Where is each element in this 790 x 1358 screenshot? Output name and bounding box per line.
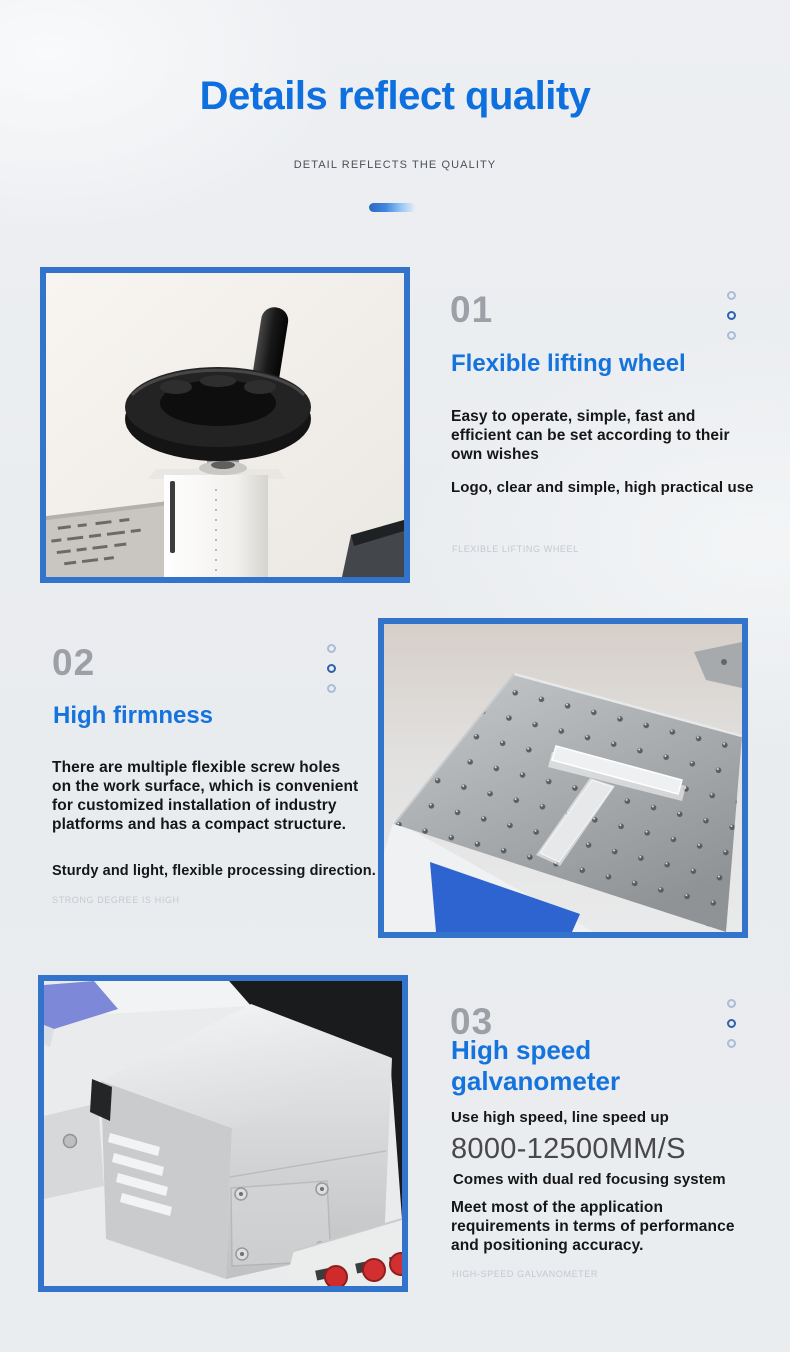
- section-note: Sturdy and light, flexible processing direction.: [52, 863, 376, 879]
- dot-ring-decoration-icon: [727, 999, 736, 1048]
- section-number: 02: [52, 642, 96, 683]
- speed-value: 8000-12500MM/S: [451, 1133, 686, 1165]
- work-table-photo: [378, 618, 748, 938]
- dot-ring-icon: [727, 291, 736, 300]
- bottom-white-strip: [0, 1352, 790, 1358]
- dot-ring-icon: [727, 1039, 736, 1048]
- section-number: 03: [450, 1001, 494, 1042]
- section-heading: High firmness: [53, 702, 214, 729]
- section-feature: Comes with dual red focusing system: [453, 1171, 726, 1188]
- section-body: Meet most of the application requirements in terms of performance and positioning accuracy.: [451, 1199, 735, 1254]
- dot-ring-icon: [727, 311, 736, 320]
- galvo-head-illustration: [44, 981, 402, 1286]
- divider-gradient-bar: [369, 203, 416, 212]
- section-note: Logo, clear and simple, high practical use: [451, 479, 754, 496]
- dot-ring-icon: [327, 684, 336, 693]
- dot-ring-icon: [727, 331, 736, 340]
- section-heading: High speed galvanometer: [451, 1035, 621, 1096]
- section-number: 01: [450, 289, 494, 330]
- dot-ring-icon: [327, 644, 336, 653]
- section-caption: STRONG DEGREE IS HIGH: [52, 895, 180, 905]
- section-heading: Flexible lifting wheel: [451, 350, 686, 377]
- section-caption: HIGH-SPEED GALVANOMETER: [452, 1269, 598, 1279]
- lifting-wheel-illustration: [46, 273, 404, 577]
- section-body: Easy to operate, simple, fast and efficient can be set according to their own wishes: [451, 408, 730, 463]
- section-body: There are multiple flexible screw holes on the work surface, which is convenient for customized installation of industry platforms and has a compact structure.: [52, 759, 359, 833]
- galvo-head-photo: [38, 975, 408, 1292]
- section-caption: FLEXIBLE LIFTING WHEEL: [452, 544, 579, 554]
- dot-ring-icon: [727, 1019, 736, 1028]
- page-title: Details reflect quality: [199, 74, 591, 118]
- work-table-illustration: [384, 624, 742, 932]
- lifting-wheel-photo: [40, 267, 410, 583]
- section-intro: Use high speed, line speed up: [451, 1109, 669, 1126]
- page-subtitle: DETAIL REFLECTS THE QUALITY: [293, 159, 497, 171]
- dot-ring-decoration-icon: [327, 644, 336, 693]
- dot-ring-icon: [727, 999, 736, 1008]
- dot-ring-decoration-icon: [727, 291, 736, 340]
- dot-ring-icon: [327, 664, 336, 673]
